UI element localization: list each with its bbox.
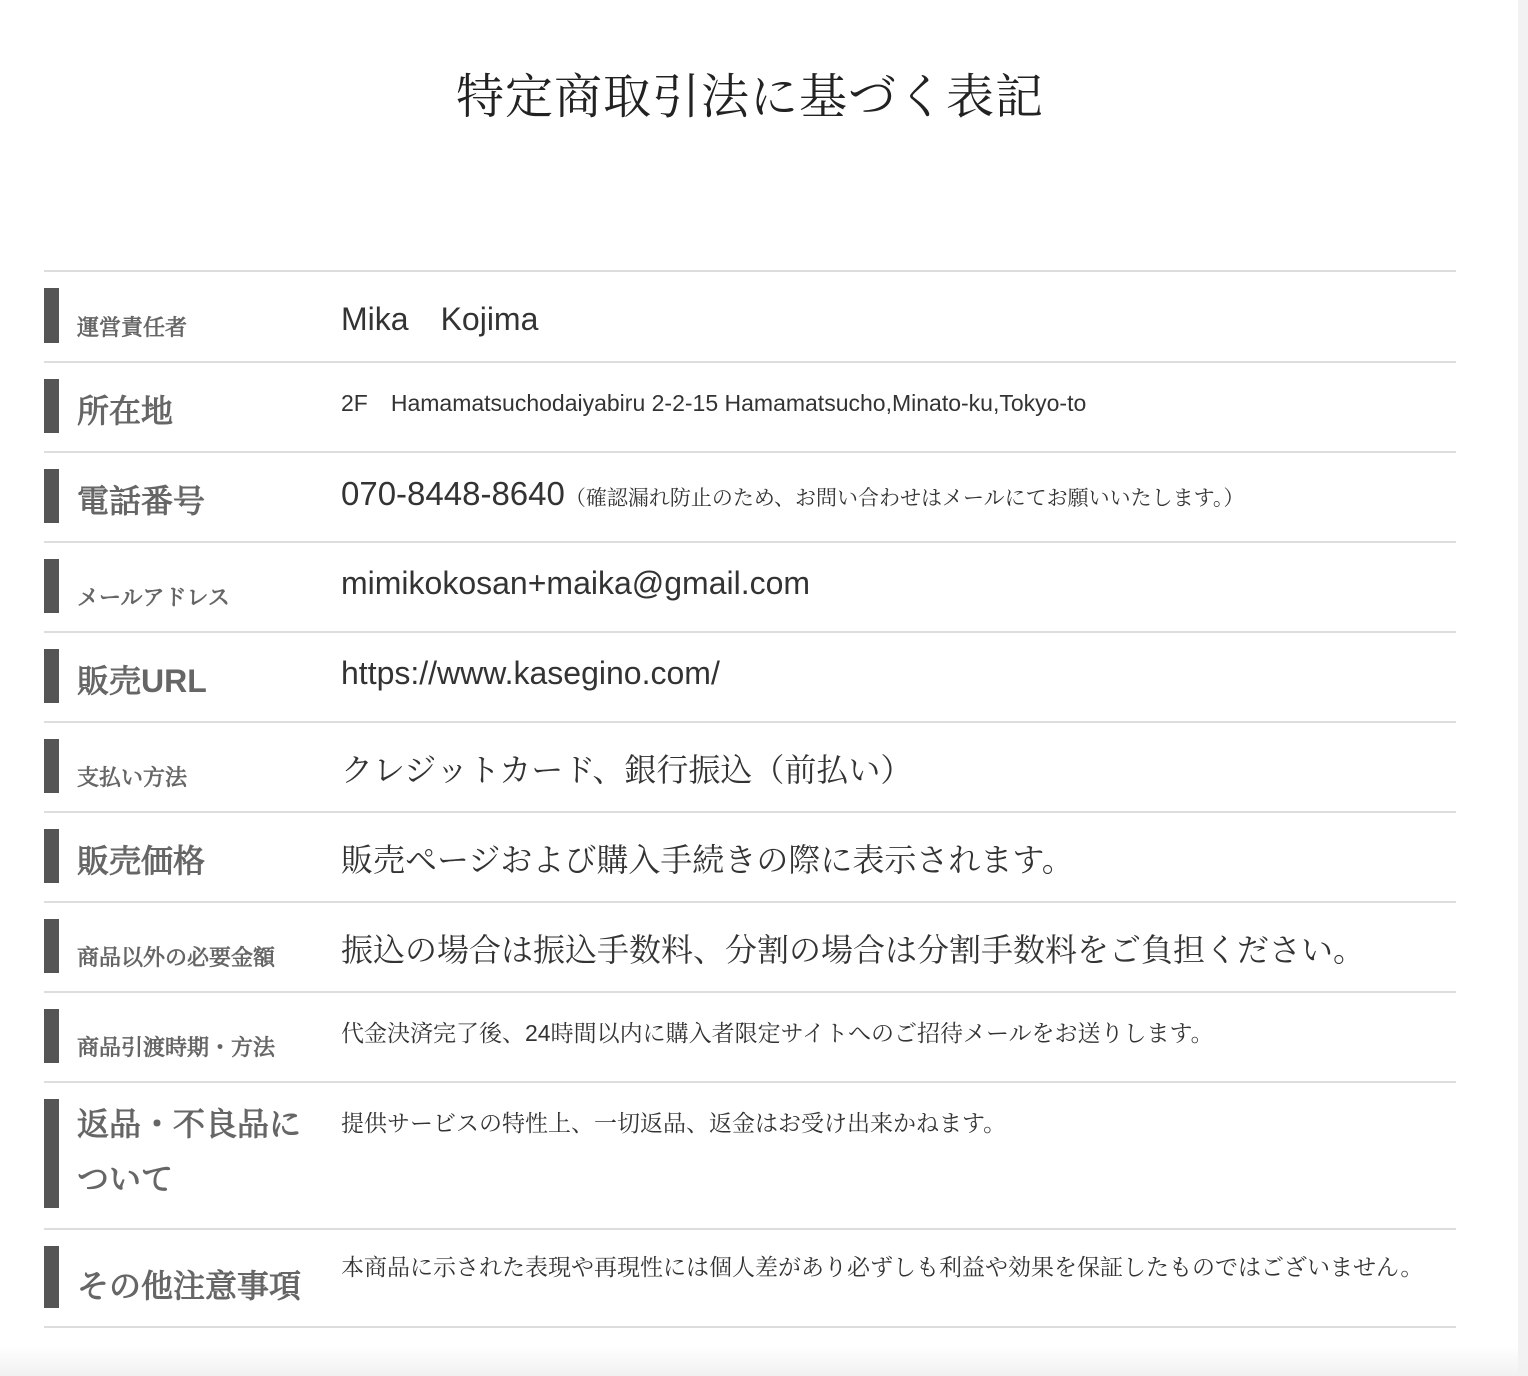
label-accent-bar bbox=[44, 919, 59, 973]
table-row bbox=[44, 723, 1456, 813]
table-row bbox=[44, 813, 1456, 903]
label-accent-bar bbox=[44, 829, 59, 883]
sales-url-link[interactable]: https://www.kasegino.com/ bbox=[341, 655, 720, 691]
label-accent-bar bbox=[44, 379, 59, 433]
row-value-container bbox=[341, 453, 1456, 541]
row-label: その他注意事項 bbox=[77, 1268, 302, 1305]
row-label: 支払い方法 bbox=[77, 765, 188, 791]
row-label-cell bbox=[44, 903, 341, 991]
phone-number: 070-8448-8640 bbox=[341, 475, 565, 512]
bottom-fade bbox=[0, 1346, 1528, 1376]
row-value: 販売ページおよび購入手続きの際に表示されます。 bbox=[341, 842, 1074, 878]
row-value: 2F Hamamatsuchodaiyabiru 2-2-15 Hamamatsucho,Minato-ku,Tokyo-to bbox=[341, 390, 1087, 416]
row-label-cell bbox=[44, 272, 341, 361]
table-row bbox=[44, 363, 1456, 453]
label-accent-bar bbox=[44, 559, 59, 613]
table-row bbox=[44, 272, 1456, 363]
row-label-cell bbox=[44, 723, 341, 811]
row-label: 商品以外の必要金額 bbox=[77, 945, 276, 971]
row-label-cell bbox=[44, 993, 341, 1081]
label-accent-bar bbox=[44, 1099, 59, 1208]
row-label-cell bbox=[44, 633, 341, 721]
table-row bbox=[44, 903, 1456, 993]
row-label-cell bbox=[44, 1230, 341, 1326]
row-label-cell bbox=[44, 543, 341, 631]
row-label: メールアドレス bbox=[77, 585, 230, 611]
table-row bbox=[44, 1083, 1456, 1230]
row-label: 電話番号 bbox=[77, 483, 206, 520]
row-value: クレジットカード、銀行振込（前払い） bbox=[341, 752, 913, 788]
label-accent-bar bbox=[44, 739, 59, 793]
table-row bbox=[44, 1230, 1456, 1328]
row-label-cell bbox=[44, 453, 341, 541]
label-accent-bar bbox=[44, 469, 59, 523]
label-accent-bar bbox=[44, 649, 59, 703]
label-accent-bar bbox=[44, 1246, 59, 1308]
legal-notice-table bbox=[44, 270, 1456, 1328]
row-value: 提供サービスの特性上、一切返品、返金はお受け出来かねます。 bbox=[341, 1110, 1007, 1136]
phone-note: （確認漏れ防止のため、お問い合わせはメールにてお願いいたします。） bbox=[564, 487, 1245, 510]
row-value: Mika Kojima bbox=[341, 301, 539, 337]
table-row bbox=[44, 453, 1456, 543]
label-accent-bar bbox=[44, 288, 59, 343]
row-label: 販売価格 bbox=[77, 843, 206, 880]
row-label-cell bbox=[44, 363, 341, 451]
scrollbar-track[interactable] bbox=[1518, 0, 1528, 1376]
label-accent-bar bbox=[44, 1009, 59, 1063]
row-label: 返品・不良品について bbox=[77, 1106, 302, 1197]
row-label: 商品引渡時期・方法 bbox=[77, 1035, 276, 1061]
row-value: 本商品に示された表現や再現性には個人差があり必ずしも利益や効果を保証したものではございません。 bbox=[341, 1254, 1424, 1280]
email-address[interactable]: mimikokosan+maika@gmail.com bbox=[341, 565, 811, 601]
row-value: 振込の場合は振込手数料、分割の場合は分割手数料をご負担ください。 bbox=[341, 932, 1366, 968]
page-title: 特定商取引法に基づく表記 bbox=[455, 71, 1044, 124]
table-row bbox=[44, 633, 1456, 723]
row-label-cell bbox=[44, 1083, 341, 1228]
row-value: 代金決済完了後、24時間以内に購入者限定サイトへのご招待メールをお送りします。 bbox=[341, 1020, 1214, 1046]
row-label: 運営責任者 bbox=[77, 315, 188, 341]
table-row bbox=[44, 543, 1456, 633]
row-label: 販売URL bbox=[77, 663, 207, 700]
row-label: 所在地 bbox=[77, 393, 174, 430]
row-label-cell bbox=[44, 813, 341, 901]
table-row bbox=[44, 993, 1456, 1083]
